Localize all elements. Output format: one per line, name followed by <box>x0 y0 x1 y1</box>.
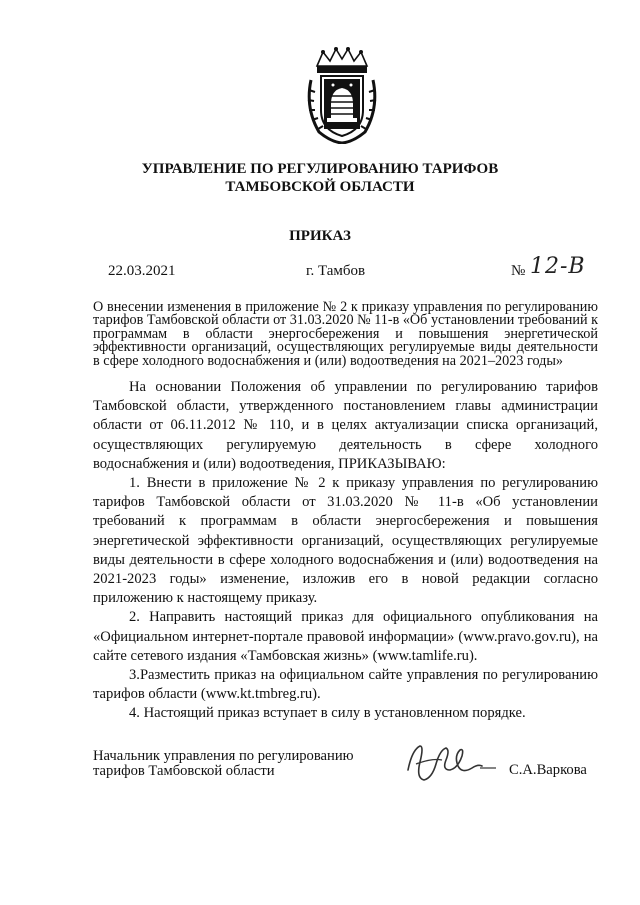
organization-region: ТАМБОВСКОЙ ОБЛАСТИ <box>225 179 415 195</box>
tambov-coat-of-arms-icon <box>303 46 381 144</box>
document-body <box>93 378 598 724</box>
preamble-paragraph: На основании Положения об управлении по регулированию тарифов Тамбовской области, утвержденного постановлением главы администрации области от 06.11.2012 № 110, и в целях актуализации списка организаций, осуществляющих регулируемую деятельность в сфере холодного водоснабжения и (или) водоотведения, ПРИКАЗЫВАЮ: <box>93 379 598 472</box>
order-item-2: 2. Направить настоящий приказ для официального опубликования на «Официальном интернет-портале правовой информации» (www.pravo.gov.ru), на сайте сетевого издания «Тамбовская жизнь» (www.tamlife.ru). <box>93 609 598 664</box>
number-label: № <box>511 263 526 279</box>
document-number: 12-В <box>530 254 586 279</box>
handwritten-signature-icon <box>402 740 498 784</box>
order-item-3: 3.Разместить приказ на официальном сайте управления по регулированию тарифов области (www.kt.tmbreg.ru). <box>93 667 598 703</box>
document-subject: О внесении изменения в приложение № 2 к приказу управления по регулированию тарифов Тамбовской области от 31.03.2020 № 11-в «Об установлении требований к программам в области энергосбережения и повышения энергетической эффективности организаций, осуществляющих регулируемые виды деятельности в сфере холодного водоснабжения и (или) водоотведения на 2021–2023 годы» <box>93 299 599 369</box>
order-item-1: 1. Внести в приложение № 2 к приказу управления по регулированию тарифов Тамбовской области от 31.03.2020 № 11-в «Об установлении требований к программам в области энергосбережения и повышения энергетической эффективности организаций, осуществляющих регулируемые виды деятельности в сфере холодного водоснабжения и (или) водоотведения на 2021-2023 годы» изменение, изложив его в новой редакции согласно приложению к настоящему приказу. <box>93 475 598 607</box>
order-item-4: 4. Настоящий приказ вступает в силу в установленном порядке. <box>129 705 526 722</box>
signatory-position <box>93 749 354 779</box>
document-date: 22.03.2021 <box>108 263 176 279</box>
signatory-position-line2: тарифов Тамбовской области <box>93 763 275 779</box>
document-title: ПРИКАЗ <box>289 228 351 244</box>
signatory-name: С.А.Варкова <box>509 762 587 778</box>
organization-name: УПРАВЛЕНИЕ ПО РЕГУЛИРОВАНИЮ ТАРИФОВ <box>141 161 499 177</box>
signatory-position-line1: Начальник управления по регулированию <box>93 748 354 764</box>
document-city: г. Тамбов <box>306 263 366 279</box>
